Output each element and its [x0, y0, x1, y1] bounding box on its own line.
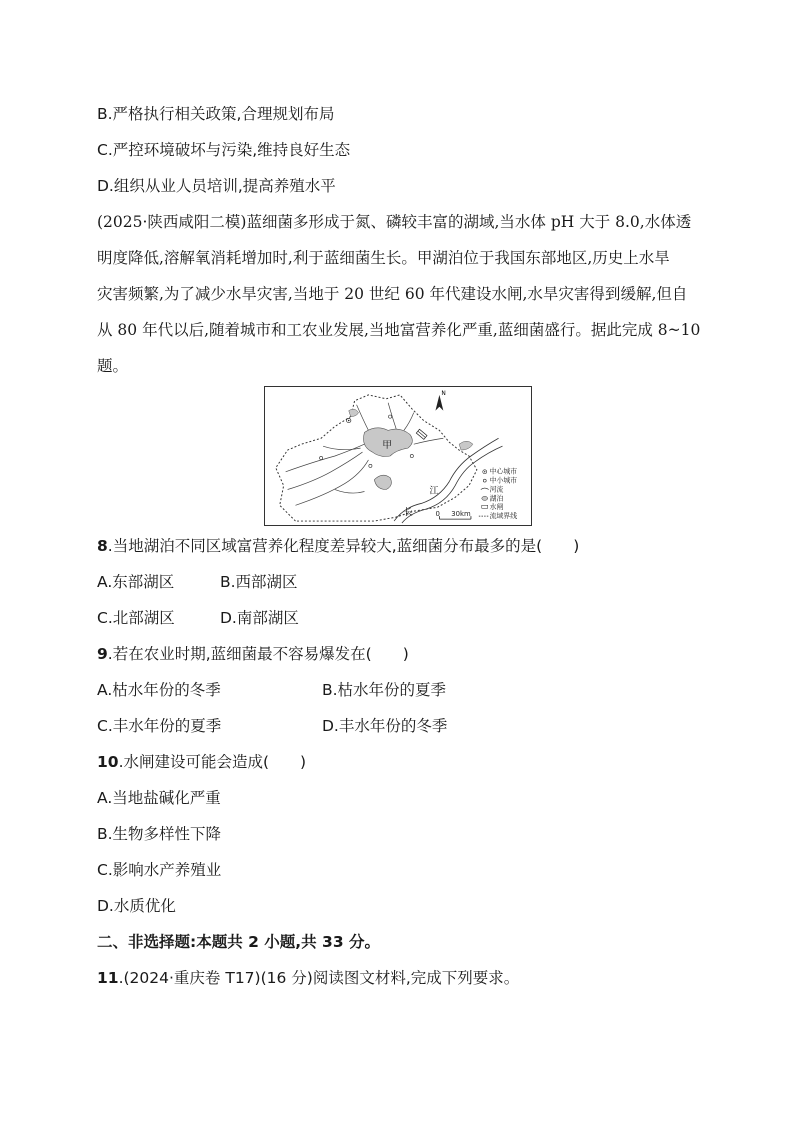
- q10-option-c: C.影响水产养殖业: [97, 861, 222, 879]
- section-2-title: 二、非选择题:本题共 2 小题,共 33 分。: [97, 933, 381, 951]
- svg-text:0: 0: [435, 510, 440, 519]
- river-label-chang: 长: [403, 508, 413, 519]
- option-b-prev: B.严格执行相关政策,合理规划布局: [97, 105, 335, 123]
- q8-option-c: C.北部湖区: [97, 609, 175, 627]
- small-city-icon: [320, 456, 323, 459]
- svg-text:湖泊: 湖泊: [489, 494, 504, 503]
- svg-text:30km: 30km: [451, 510, 471, 519]
- option-c-prev: C.严控环境破坏与污染,维持良好生态: [97, 141, 351, 159]
- question-9-number: 9: [97, 645, 108, 663]
- q10-option-a: A.当地盐碱化严重: [97, 789, 221, 807]
- question-11: [97, 968, 519, 988]
- svg-text:河流: 河流: [489, 485, 504, 494]
- svg-text:中心城市: 中心城市: [489, 467, 518, 476]
- question-9: [97, 644, 409, 664]
- material-line-5: 题。: [97, 357, 129, 375]
- question-8-stem: .当地湖泊不同区域富营养化程度差异较大,蓝细菌分布最多的是( ): [107, 537, 580, 555]
- scale-bar: [435, 510, 471, 519]
- material-line-3: 灾害频繁,为了减少水旱灾害,当地于 20 世纪 60 年代建设水闸,水旱灾害得到缓解,但自: [97, 285, 688, 303]
- q9-option-c: C.丰水年份的夏季: [97, 717, 222, 735]
- material-line-2: 明度降低,溶解氧消耗增加时,利于蓝细菌生长。甲湖泊位于我国东部地区,历史上水旱: [97, 249, 670, 267]
- question-10-stem: .水闸建设可能会造成( ): [118, 753, 307, 771]
- q8-option-a: A.东部湖区: [97, 573, 175, 591]
- question-8-number: 8: [97, 537, 108, 555]
- q10-option-d: D.水质优化: [97, 897, 176, 915]
- question-10-number: 10: [97, 753, 119, 771]
- watershed-boundary: [276, 395, 477, 521]
- map-legend: [479, 467, 517, 520]
- question-9-stem: .若在农业时期,蓝细菌最不容易爆发在( ): [107, 645, 409, 663]
- material-line-1: (2025·陕西咸阳二模)蓝细菌多形成于氮、磷较丰富的湖域,当水体 pH 大于 8.0,水体透: [97, 213, 692, 231]
- q8-option-b: B.西部湖区: [220, 573, 298, 591]
- q9-option-a: A.枯水年份的冬季: [97, 681, 221, 699]
- lake-label: 甲: [382, 440, 393, 452]
- svg-text:N: N: [441, 390, 446, 397]
- question-11-number: 11: [97, 969, 119, 987]
- question-8: [97, 536, 579, 556]
- material-line-4: 从 80 年代以后,随着城市和工农业发展,当地富营养化严重,蓝细菌盛行。据此完成 8~10: [97, 321, 701, 339]
- svg-text:中小城市: 中小城市: [489, 476, 518, 485]
- north-arrow-icon: [435, 391, 445, 411]
- sluice-icon: [416, 429, 427, 439]
- watershed-map: [264, 386, 532, 526]
- q8-option-d: D.南部湖区: [220, 609, 299, 627]
- q10-option-b: B.生物多样性下降: [97, 825, 222, 843]
- question-10: [97, 752, 306, 772]
- svg-text:水闸: 水闸: [489, 503, 504, 512]
- question-11-stem: .(2024·重庆卷 T17)(16 分)阅读图文材料,完成下列要求。: [118, 969, 520, 987]
- svg-text:流域界线: 流域界线: [489, 512, 518, 521]
- option-d-prev: D.组织从业人员培训,提高养殖水平: [97, 177, 336, 195]
- q9-option-b: B.枯水年份的夏季: [322, 681, 447, 699]
- q9-option-d: D.丰水年份的冬季: [322, 717, 448, 735]
- river-label-jiang: 江: [429, 486, 439, 497]
